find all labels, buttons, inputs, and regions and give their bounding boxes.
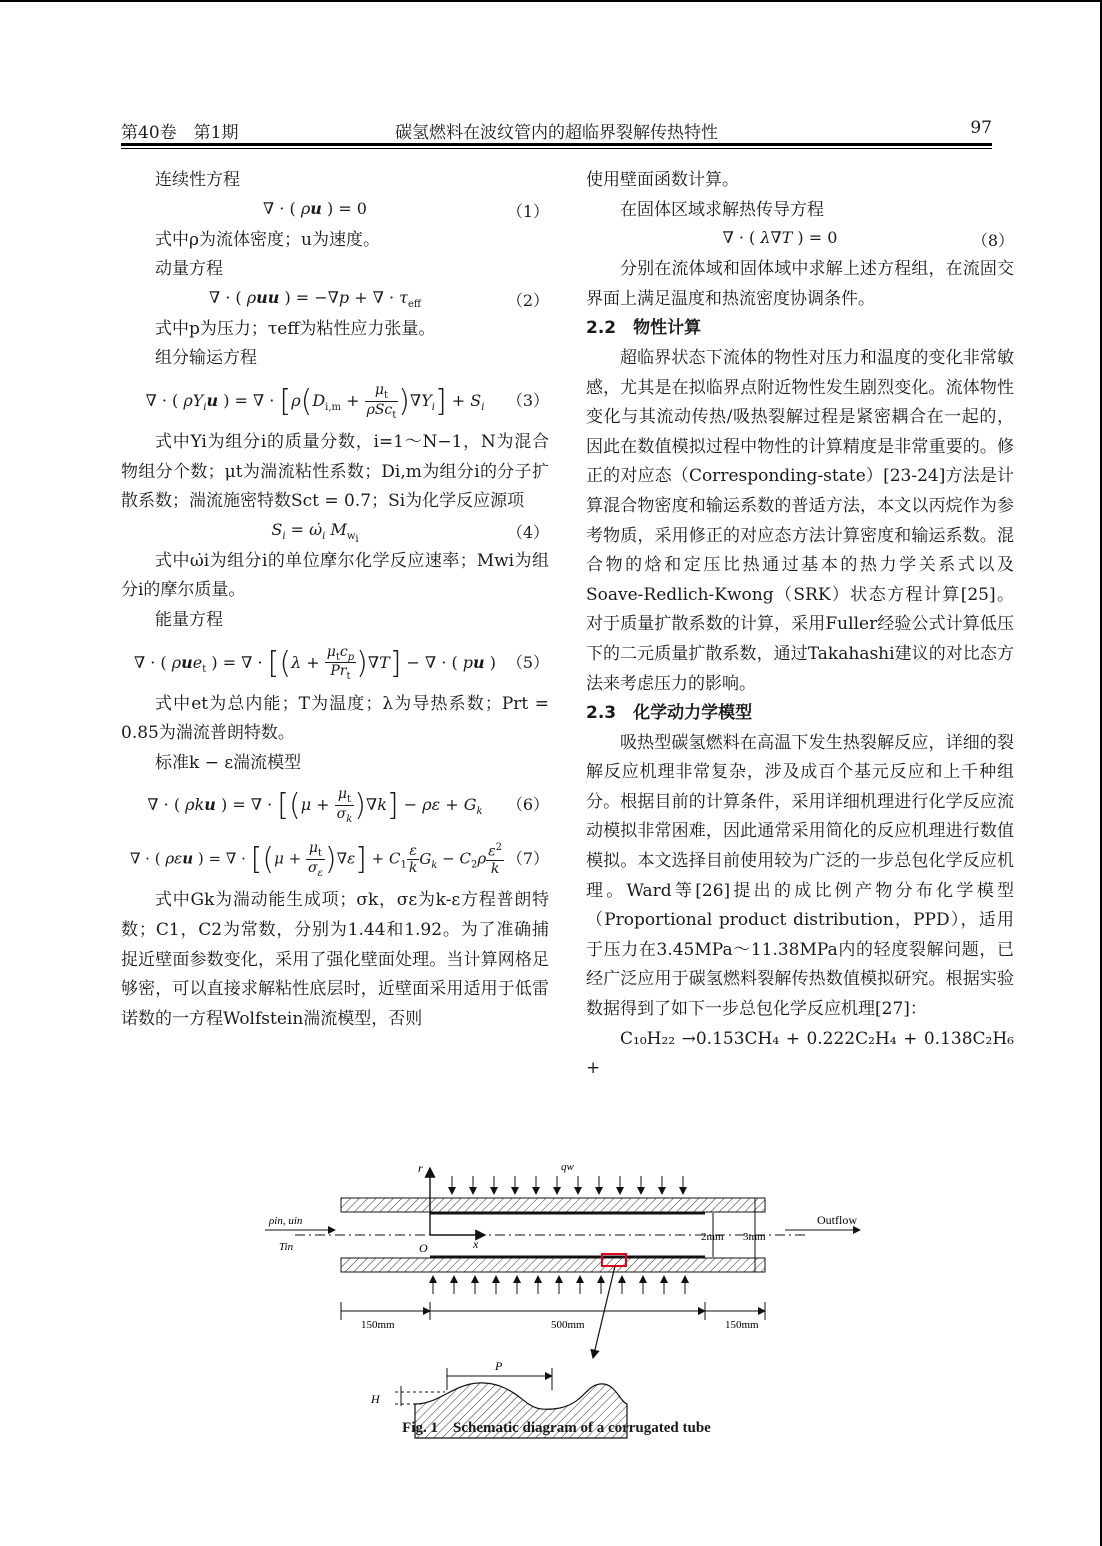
para-species-desc: 式中Yi为组分i的质量分数，i=1～N−1，N为混合物组分个数；μt为湍流粘性系数；Di,m为组分i的分子扩散系数；湍流施密特数Sct = 0.7；Si为化学反应源项	[121, 431, 549, 512]
equation-7	[121, 832, 549, 886]
equation-8-number: （8）	[971, 231, 1014, 251]
detail-pointer	[593, 1266, 615, 1358]
heat-flux-arrows-bottom	[433, 1276, 685, 1294]
para-reaction-rate: 式中ω̇i为组分i的单位摩尔化学反应速率；Mwi为组分i的摩尔质量。	[121, 550, 549, 601]
para-density: 式中ρ为流体密度；u为速度。	[155, 229, 380, 250]
section-heading-2-2: 2.2 物性计算	[586, 318, 702, 339]
reaction-equation: C₁₀H₂₂ →0.153CH₄ + 0.222C₂H₄ + 0.138C₂H₆ +	[586, 1028, 1014, 1079]
equation-5-number: （5）	[506, 652, 549, 672]
section-heading-2-3: 2.3 化学动力学模型	[586, 703, 753, 724]
para-energy: 能量方程	[155, 609, 223, 630]
equation-7-body: ∇ · ( ρεu ) = ∇ · [(μ + $\frac{\mu_t}{\sigma_\varepsilon}$ )$\nabla\varepsilon] + C_1$ $\frac{\varepsilon}{k}$ $G_k - C_2\rho$ $\frac{\varepsilon^2}{k}$	[129, 840, 503, 879]
para-continuity: 连续性方程	[155, 170, 240, 190]
para-energy-desc: 式中et为总内能；T为温度；λ为导热系数；Prt = 0.85为湍流普朗特数。	[121, 693, 549, 744]
heat-flux-arrows-top	[452, 1176, 683, 1194]
equation-2	[121, 285, 549, 315]
para-turbulence-desc: 式中Gk为湍动能生成项；σk，σε为k-ε方程普朗特数；C1，C2为常数，分别为1.44和1.92。为了准确捕捉近壁面参数变化，采用了强化壁面处理。当计算网格足够密，可以直接求解粘性底层时，近壁面采用适用于低雷诺数的一方程Wolfstein湍流模型，否则	[121, 890, 549, 1029]
equation-8-body: ∇ · ( λ∇T ) = 0	[722, 228, 838, 248]
dim-2mm-label: 2mm	[701, 1231, 724, 1243]
heat-flux-label: qw	[561, 1161, 574, 1173]
equation-3	[121, 374, 549, 428]
journal-volume: 第40卷 第1期	[121, 123, 239, 143]
header-rule-thin	[121, 148, 992, 149]
outflow-label: Outflow	[817, 1213, 857, 1227]
length-dimension-lines	[341, 1302, 765, 1320]
equation-6-number: （6）	[506, 795, 549, 815]
equation-2-number: （2）	[506, 290, 549, 310]
article-title: 碳氢燃料在波纹管内的超临界裂解传热特性	[395, 123, 718, 143]
x-axis-label: x	[473, 1237, 479, 1251]
length-150mm-left: 150mm	[361, 1319, 395, 1331]
equation-4-number: （4）	[506, 522, 549, 542]
equation-1-body: ∇ · ( ρu ) = 0	[263, 198, 367, 218]
equation-5-body: ∇ · ( ρue$_t$ ) = ∇ · [(λ + $\frac{\mu_tc_p}{Pr_t}$ )∇T] − ∇ · ( pu )	[133, 643, 497, 683]
equation-3-number: （3）	[506, 390, 549, 410]
para-wall-function: 使用壁面函数计算。	[586, 170, 739, 190]
equation-3-body: ∇ · ( $\rho Y_iu$ ) = ∇ · [$\rho(D_{i,m}$ + $\frac{\mu_t}{\rho Sc_t}$ )$\nabla Y_i] + S_i$	[145, 381, 485, 421]
length-500mm: 500mm	[551, 1319, 585, 1331]
tube-wall-bottom	[341, 1258, 765, 1272]
origin-label: O	[419, 1241, 428, 1255]
r-axis-label: r	[418, 1161, 423, 1175]
inlet-temperature-label: Tin	[279, 1241, 294, 1253]
para-properties: 超临界状态下流体的物性对压力和温度的变化非常敏感，尤其是在拟临界点附近物性发生剧烈变化。流体物性变化与其流动传热/吸热裂解过程是紧密耦合在一起的，因此在数值模拟过程中物性的计算精度是非常重要的。修正的对应态（Corresponding-state）[23-24]方法是计算混合物密度和输运系数的普适方法，本文以丙烷作为参考物质，采用修正的对应态方法计算密度和输运系数。混合物的焓和定压比热通过基本的热力学关系式以及Soave-Redlich-Kwong（SRK）状态方程计算[25]。对于质量扩散系数的计算，采用Fuller经验公式计算低压下的二元质量扩散系数，通过Takahashi建议的对比态方法来考虑压力的影响。	[586, 347, 1014, 694]
para-heat-conduction: 在固体区域求解热传导方程	[620, 199, 824, 220]
para-species: 组分输运方程	[155, 348, 257, 369]
header-rule-thick	[121, 143, 992, 146]
equation-2-body: ∇ · ( ρuu ) = −∇p + ∇ · $\tau_{eff}$	[208, 287, 422, 310]
dim-3mm-label: 3mm	[743, 1231, 766, 1243]
running-header	[121, 114, 992, 144]
equation-5	[121, 636, 549, 690]
para-kinetics: 吸热型碳氢燃料在高温下发生热裂解反应，详细的裂解反应机理非常复杂，涉及成百个基元反应和上千种组分。根据目前的计算条件，采用详细机理进行化学反应流动模拟非常困难，因此通常采用简化的反应机理进行数值模拟。本文选择目前使用较为广泛的一步总包化学反应机理。Ward等[26]提出的成比例产物分布化学模型（Proportional product distribution，PPD），适用于压力在3.45MPa～11.38MPa内的轻度裂解问题，已经广泛应用于碳氢燃料裂解传热数值模拟研究。根据实验数据得到了如下一步总包化学反应机理[27]：	[586, 732, 1014, 1020]
crop-mark-top	[0, 0, 1102, 2]
pitch-label: P	[495, 1359, 503, 1373]
equation-4-body: $S_i$ = $\omegȧ_i$ $M_{w_i}$	[271, 519, 359, 545]
para-coupling: 分别在流体域和固体域中求解上述方程组，在流固交界面上满足温度和热流密度协调条件。	[586, 259, 1014, 309]
equation-6	[121, 778, 549, 832]
equation-1-number: （1）	[506, 201, 549, 221]
page-number: 97	[970, 118, 992, 138]
right-column	[586, 166, 1014, 1084]
tube-wall-top	[341, 1198, 765, 1212]
equation-1	[121, 196, 549, 226]
equation-7-number: （7）	[506, 849, 549, 869]
para-pressure: 式中p为压力；τeff为粘性应力张量。	[155, 318, 436, 339]
length-150mm-right: 150mm	[725, 1319, 759, 1331]
para-turbulence: 标准k − ε湍流模型	[155, 752, 302, 773]
equation-4	[121, 517, 549, 547]
equation-6-body: ∇ · ( ρku ) = ∇ · [(μ + $\frac{\mu_t}{\sigma_k}$ )$\nabla k] - \rho\varepsilon + G_k$	[147, 786, 483, 825]
height-label: H	[371, 1392, 380, 1406]
para-momentum: 动量方程	[155, 259, 223, 280]
figure-caption: Fig. 1 Schematic diagram of a corrugated tube	[402, 1420, 711, 1436]
inlet-label: ρin, uin	[269, 1215, 303, 1227]
equation-8	[586, 225, 1014, 255]
corrugated-tube-figure	[255, 1118, 875, 1498]
left-column	[121, 166, 549, 1034]
